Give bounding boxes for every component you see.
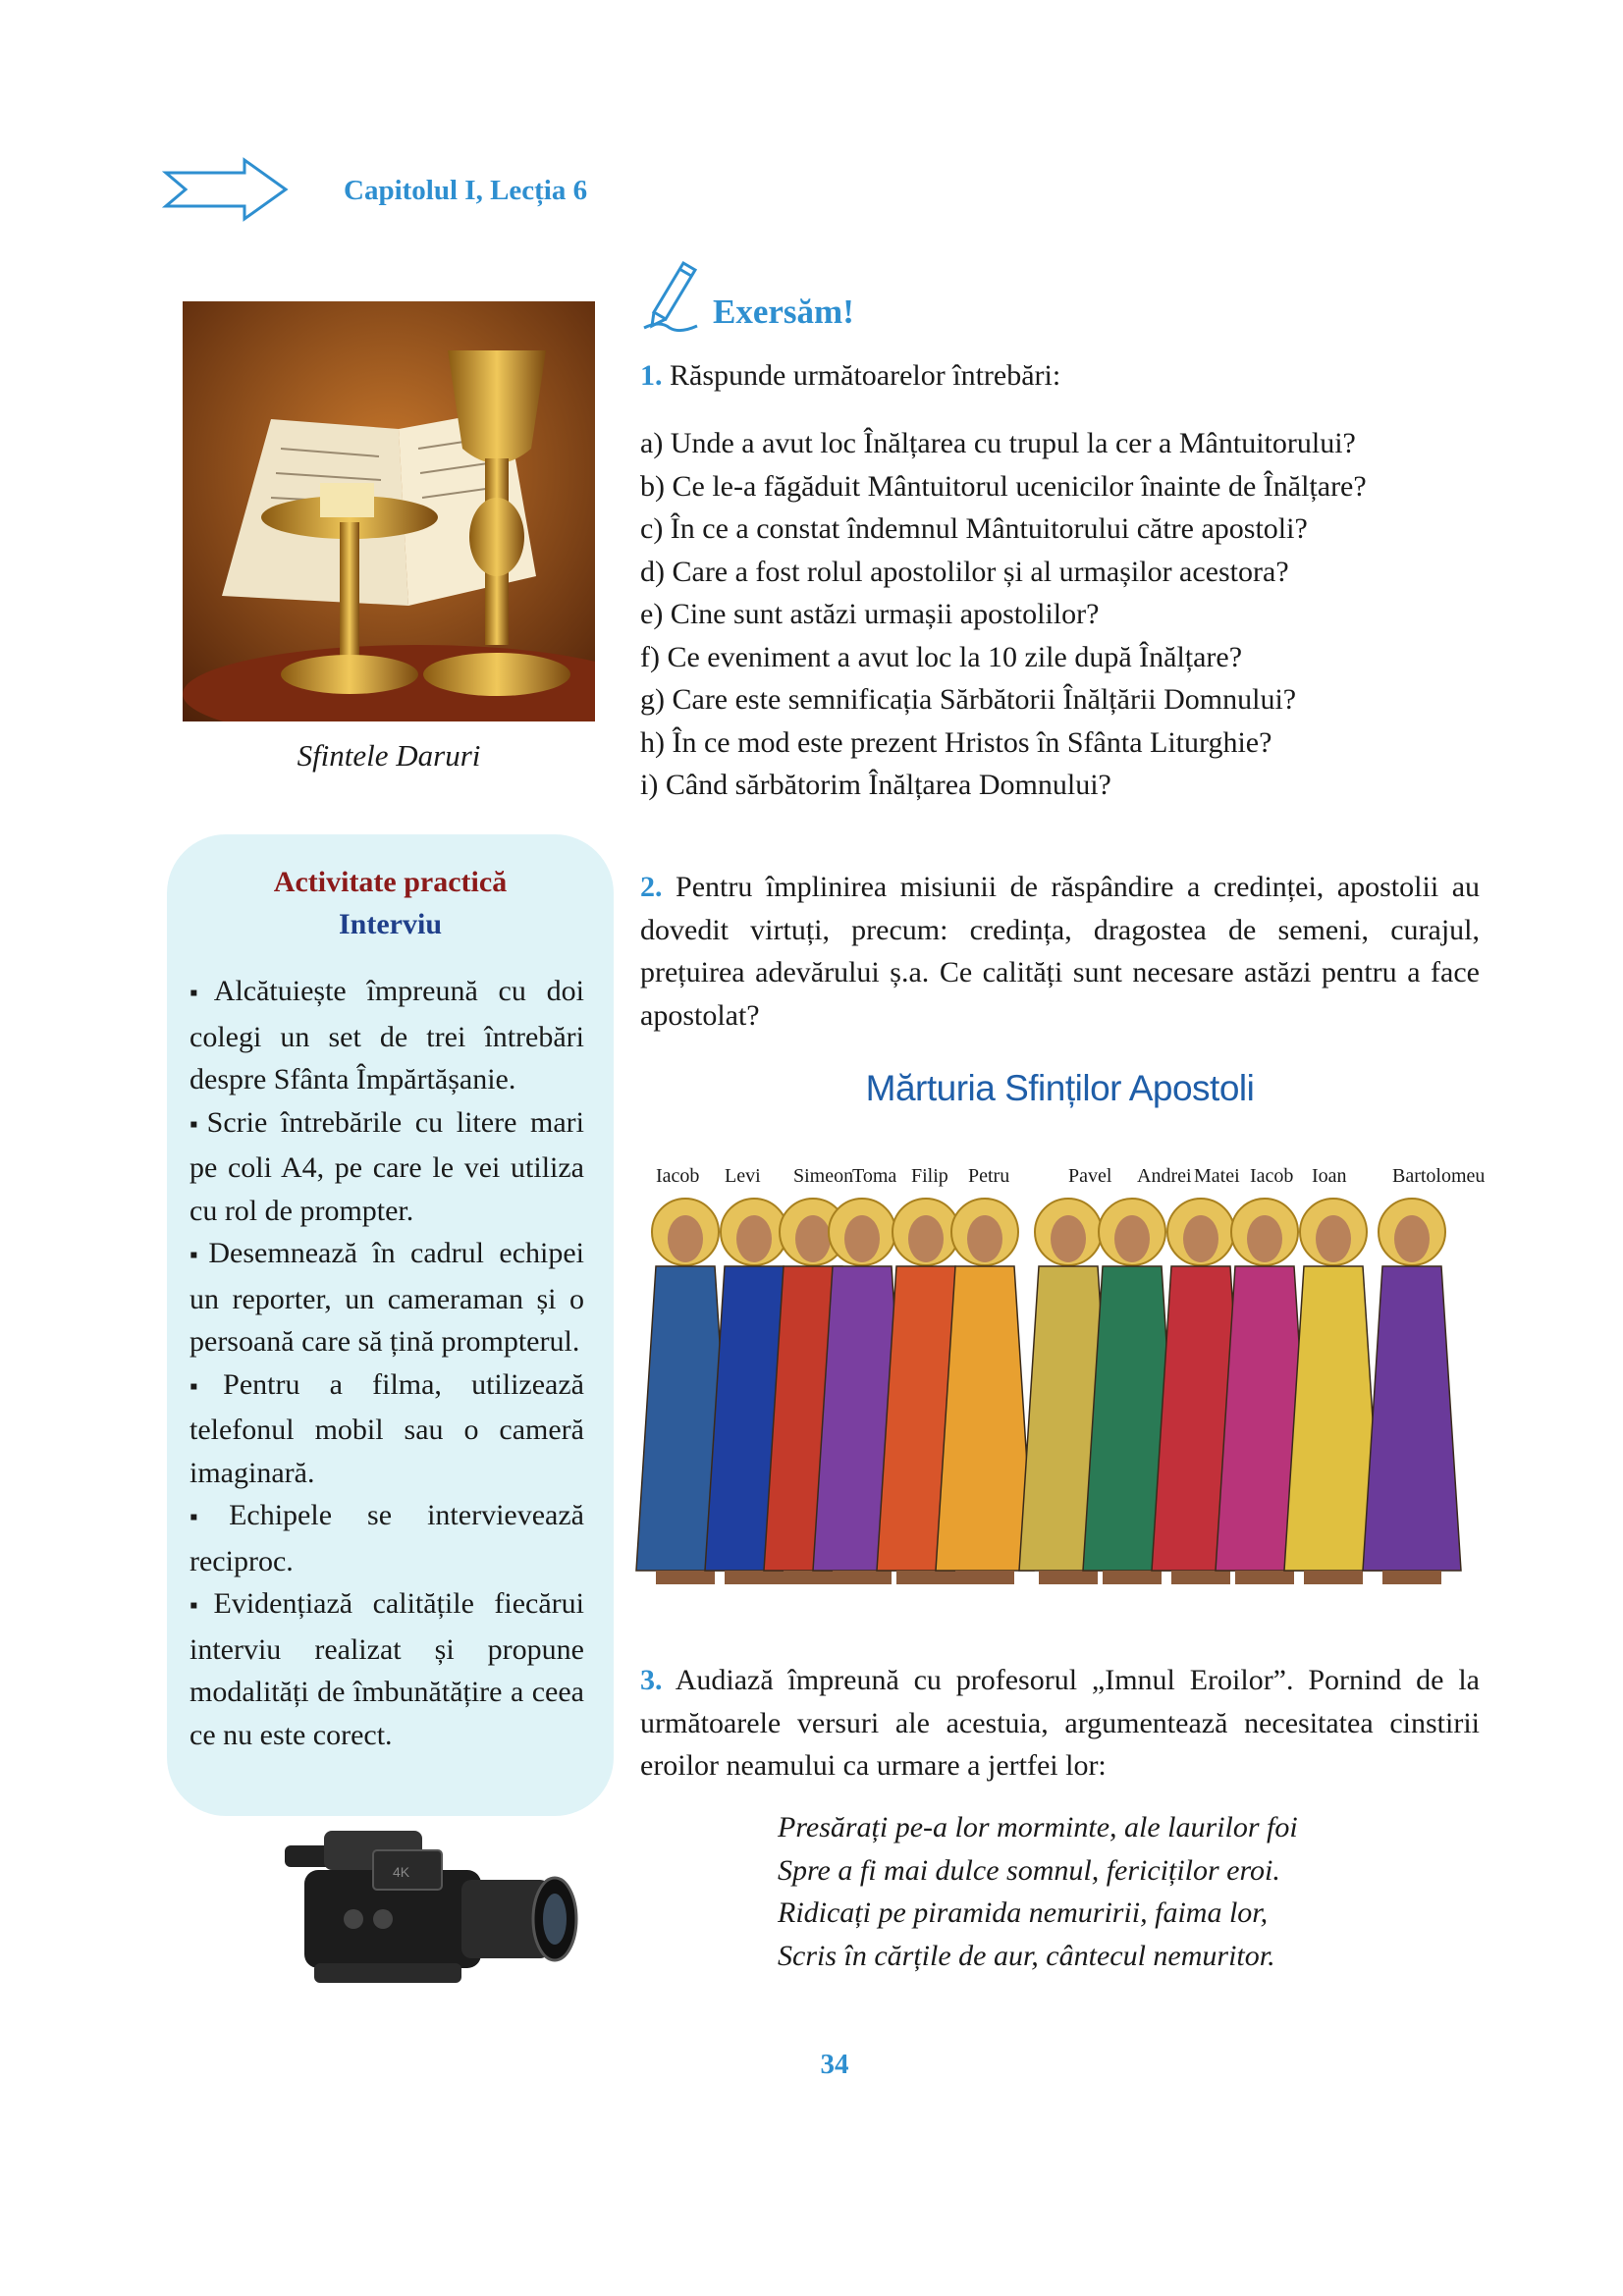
- holy-gifts-photo: [183, 301, 595, 721]
- apostle-name-label: Pavel: [1068, 1165, 1112, 1187]
- activity-title: Activitate practică: [273, 866, 508, 898]
- apostle-name-label: Petru: [968, 1165, 1010, 1187]
- list-item: d) Care a fost rolul apostolilor și al urmașilor acestora?: [640, 555, 1289, 588]
- list-item: ▪ Echipele se intervievează reciproc.: [189, 1494, 584, 1582]
- apostle-name-label: Simeon: [793, 1165, 854, 1187]
- apostle-figure: [936, 1199, 1034, 1584]
- list-item: c) În ce a constat îndemnul Mântuitorului către apostoli?: [640, 512, 1308, 545]
- question-text: Pentru împlinirea misiunii de răspândire a credinței, apostolii au dovedit virtuți, precum: credința, dragostea de semeni, curajul, prețuirea adevărului ș.a. Ce calități sunt necesare astăzi pentru a face apostolat?: [640, 871, 1481, 1032]
- apostle-name-label: Ioan: [1312, 1165, 1347, 1187]
- question-number: 2.: [640, 871, 663, 903]
- list-item: g) Care este semnificația Sărbătorii Înălțării Domnului?: [640, 683, 1297, 716]
- video-camera-icon: [265, 1816, 579, 2002]
- list-item: f) Ce eveniment a avut loc la 10 zile după Înălțare?: [640, 640, 1243, 673]
- list-item: e) Cine sunt astăzi urmașii apostolilor?: [640, 598, 1100, 630]
- apostle-name-label: Bartolomeu: [1392, 1165, 1486, 1187]
- list-item: ▪ Desemnează în cadrul echipei un reporter, un cameraman și o persoană care să țină prompterul.: [189, 1232, 584, 1363]
- photo-caption: Sfintele Daruri: [297, 738, 481, 773]
- poem-line: Spre a fi mai dulce somnul, fericiților eroi.: [778, 1853, 1280, 1887]
- list-item: ▪ Scrie întrebările cu litere mari pe coli A4, pe care le vei utiliza cu rol de prompter.: [189, 1101, 584, 1233]
- svg-text:4K: 4K: [393, 1864, 410, 1880]
- page-number: 34: [820, 2049, 849, 2080]
- list-item: a) Unde a avut loc Înălțarea cu trupul la cer a Mântuitorului?: [640, 427, 1356, 459]
- apostle-name-label: Levi: [725, 1165, 761, 1187]
- exercise-title: Exersăm!: [713, 293, 854, 331]
- list-item: i) Când sărbătorim Înălțarea Domnului?: [640, 769, 1111, 801]
- poem-line: Scris în cărțile de aur, cântecul nemuritor.: [778, 1939, 1275, 1972]
- question-3: [640, 1659, 1480, 1788]
- question-number: 3.: [640, 1664, 663, 1696]
- question-1: [640, 359, 1060, 393]
- chapter-title: Capitolul I, Lecția 6: [344, 175, 588, 206]
- apostle-name-label: Andrei: [1137, 1165, 1192, 1187]
- list-item: b) Ce le-a făgăduit Mântuitorul ucenicilor înainte de Înălțare?: [640, 469, 1367, 503]
- apostle-name-label: Matei: [1194, 1165, 1240, 1187]
- apostle-name-label: Filip: [911, 1165, 948, 1187]
- poem-line: Ridicați pe piramida nemuririi, faima lor,: [778, 1896, 1269, 1929]
- question-list: [640, 422, 1367, 807]
- pencil-icon: [640, 257, 701, 334]
- list-item: ▪ Evidențiază calitățile fiecărui interviu realizat și propune modalități de îmbunătățire a ceea ce nu este corect.: [189, 1582, 584, 1756]
- list-item: ▪ Alcătuiește împreună cu doi colegi un set de trei întrebări despre Sfânta Împărtășanie.: [189, 970, 584, 1101]
- icon-title: Mărturia Sfinților Apostoli: [865, 1068, 1255, 1108]
- apostle-name-label: Iacob: [1250, 1165, 1294, 1187]
- list-item: ▪ Pentru a filma, utilizează telefonul mobil sau o cameră imaginară.: [189, 1363, 584, 1495]
- activity-subtitle: Interviu: [339, 908, 442, 940]
- poem: [778, 1806, 1298, 1977]
- poem-line: Presărați pe-a lor morminte, ale laurilor foi: [778, 1811, 1298, 1843]
- arrow-right-icon: [162, 157, 290, 222]
- apostle-name-label: Iacob: [656, 1165, 700, 1187]
- apostles-icon-image: [617, 1158, 1530, 1610]
- apostle-figure: [1363, 1199, 1461, 1584]
- question-number: 1.: [640, 359, 663, 392]
- question-2: [640, 866, 1480, 1037]
- apostle-name-label: Toma: [852, 1165, 897, 1187]
- question-text: Audiază împreună cu profesorul „Imnul Eroilor”. Pornind de la următoarele versuri ale acestuia, argumentează necesitatea cinstirii eroilor neamului ca urmare a jertfei lor:: [640, 1664, 1480, 1782]
- list-item: h) În ce mod este prezent Hristos în Sfânta Liturghie?: [640, 725, 1272, 759]
- question-text: Răspunde următoarelor întrebări:: [670, 359, 1061, 392]
- activity-list: [189, 970, 584, 1756]
